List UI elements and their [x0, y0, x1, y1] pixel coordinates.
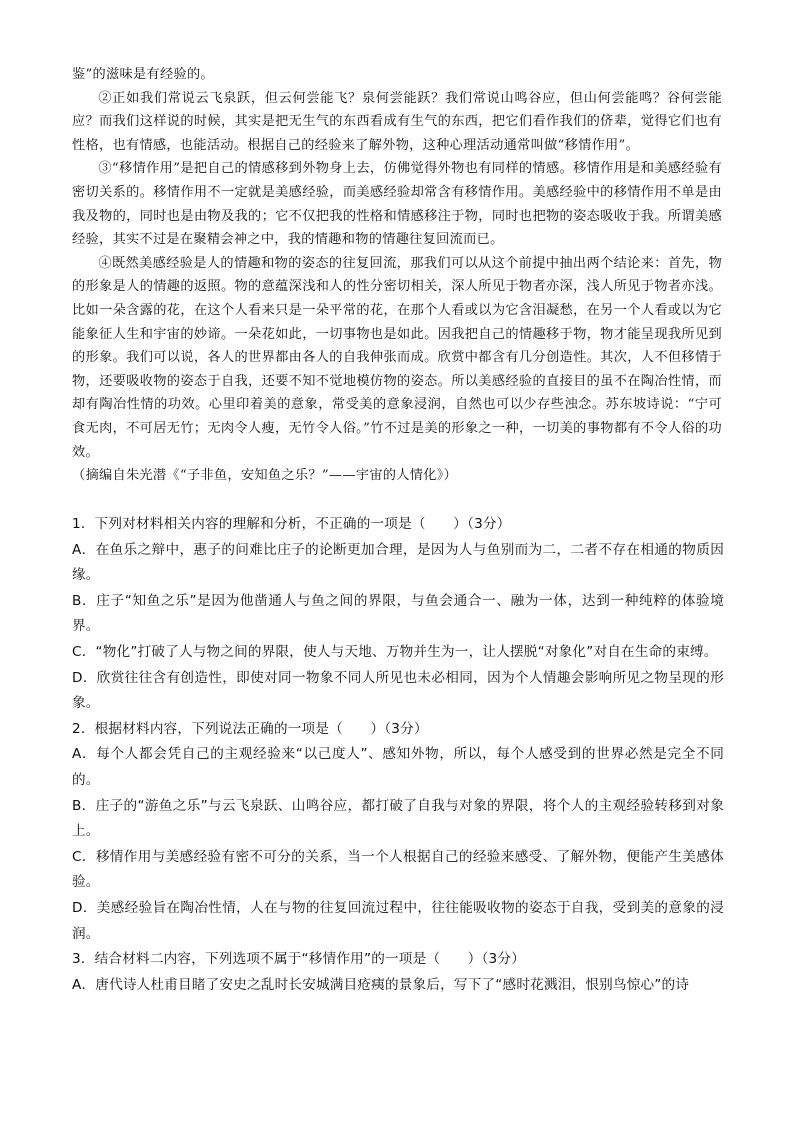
material-paragraph-4: ④既然美感经验是人的情趣和物的姿态的往复回流，那我们可以从这个前提中抽出两个结论来：首先，物的形象是人的情趣的返照。物的意蕴深浅和人的性分密切相关，深人所见于物者亦深，浅人所见于物者亦浅。比如一朵含露的花，在这个人看来只是一朵平常的花，在那个人看或以为它含泪凝愁，在另一个人看或以为它能象征人生和宇宙的妙谛。一朵花如此，一切事物也是如此。因我把自己的情趣移于物，物才能呈现我所见到的形象。我们可以说，各人的世界都由各人的自我伸张而成。欣赏中都含有几分创造性。其次，人不但移情于物，还要吸收物的姿态于自我，还要不知不觉地模仿物的姿态。所以美感经验的直接目的虽不在陶冶性情，而却有陶冶性情的功效。心里印着美的意象，常受美的意象浸润，自然也可以少存些浊念。苏东坡诗说：“宁可食无肉，不可居无竹；无肉令人瘦，无竹令人俗。”竹不过是美的形象之一种，一切美的事物都有不令人俗的功效。 [72, 255, 722, 460]
material-paragraph-continued: 鉴”的滋味是有经验的。 [72, 67, 214, 82]
option-b: B．庄子“知鱼之乐”是因为他凿通人与鱼之间的界限，与鱼会通合一、融为一体，达到一种纯粹的体验境界。 [72, 592, 724, 635]
option-c: C．移情作用与美感经验有密不可分的关系，当一个人根据自己的经验来感受、了解外物，便能产生美感体验。 [72, 848, 724, 891]
material-source: （摘编自朱光潜《“子非鱼，安知鱼之乐？”——宇宙的人情化》） [72, 468, 458, 484]
option-c: C．“物化”打破了人与物之间的界限，使人与天地、万物并生为一，让人摆脱“对象化”对自在生命的束缚。 [72, 643, 718, 660]
option-a: A．在鱼乐之辩中，惠子的问难比庄子的论断更加合理，是因为人与鱼别而为二，二者不存在相通的物质因缘。 [72, 541, 724, 584]
question-3 [72, 947, 724, 998]
material-paragraph-3: ③“移情作用”是把自己的情感移到外物身上去，仿佛觉得外物也有同样的情感。移情作用是和美感经验有密切关系的。移情作用不一定就是美感经验，而美感经验却常含有移情作用。美感经验中的移情作用不单是由我及物的，同时也是由物及我的；它不仅把我的性格和情感移注于物，同时也把物的姿态吸收于我。所谓美感经验，其实不过是在聚精会神之中，我的情趣和物的情趣往复回流而已。 [72, 161, 722, 248]
question-2 [72, 717, 724, 947]
option-b: B．庄子的“游鱼之乐”与云飞泉跃、山鸣谷应，都打破了自我与对象的界限，将个人的主观经验转移到对象上。 [72, 797, 724, 840]
question-1 [72, 512, 724, 717]
option-d: D．欣赏往往含有创造性，即使对同一物象不同人所见也未必相同，因为个人情趣会影响所见之物呈现的形象。 [72, 669, 724, 712]
question-stem: 3．结合材料二内容，下列选项不属于“移情作用”的一项是（ ）（3分） [72, 951, 525, 968]
option-a: A．唐代诗人杜甫目睹了安史之乱时长安城满目疮痍的景象后，写下了“感时花溅泪，恨别鸟惊心”的诗 [72, 976, 690, 993]
material-paragraph-2: ②正如我们常说云飞泉跃，但云何尝能飞？泉何尝能跃？我们常说山鸣谷应，但山何尝能鸣？谷何尝能应？而我们这样说的时候，其实是把无生气的东西看成有生气的东西，把它们看作我们的侪辈，觉得它们也有性格，也有情感，也能活动。根据自己的经验来了解外物，这种心理活动通常叫做“移情作用”。 [72, 90, 722, 153]
option-a: A．每个人都会凭自己的主观经验来“以己度人”、感知外物，所以，每个人感受到的世界必然是完全不同的。 [72, 746, 724, 788]
question-list [72, 512, 724, 998]
question-stem: 1．下列对材料相关内容的理解和分析，不正确的一项是（ ）（3分） [72, 516, 511, 532]
question-stem: 2．根据材料内容，下列说法正确的一项是（ ）（3分） [72, 720, 428, 737]
reading-material [72, 63, 722, 488]
option-d: D．美感经验旨在陶冶性情，人在与物的往复回流过程中，往往能吸收物的姿态于自我，受到美的意象的浸润。 [72, 899, 724, 942]
